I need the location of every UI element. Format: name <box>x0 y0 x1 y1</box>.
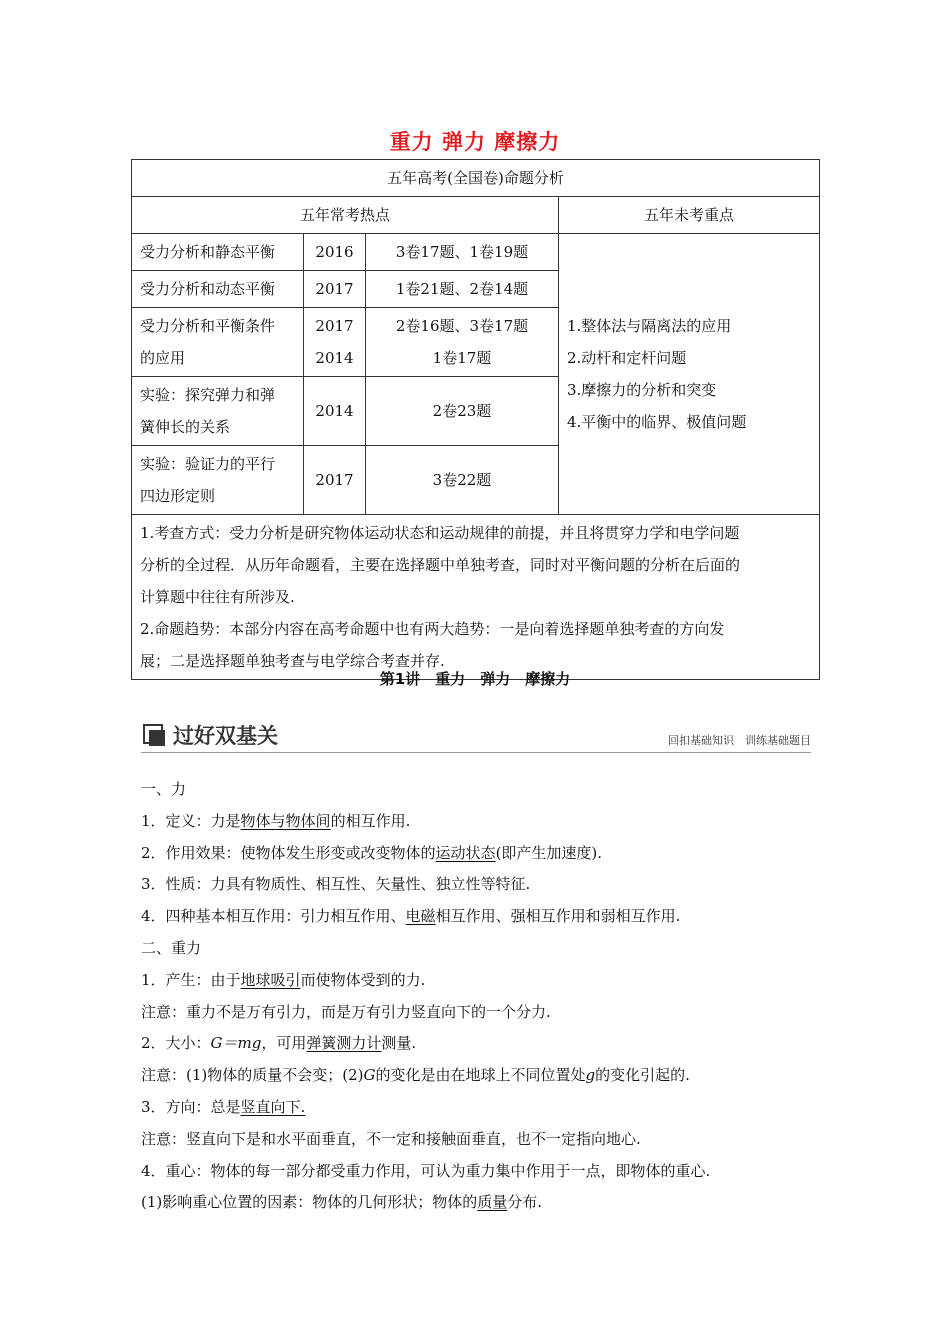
paragraph: (1)影响重心位置的因素：物体的几何形状；物体的质量分布. <box>141 1193 543 1212</box>
table-row <box>132 234 820 271</box>
year-cell: 2017 <box>304 446 366 515</box>
summary-line: 计算题中往往有所涉及. <box>140 588 295 606</box>
topic-cell: 受力分析和动态平衡 <box>132 271 304 308</box>
not-tested-cell <box>559 234 820 515</box>
topic-cell <box>132 377 304 446</box>
page-title: 重力 弹力 摩擦力 <box>389 130 561 154</box>
paragraph: 2．大小：G＝mg，可用弹簧测力计测量. <box>141 1034 417 1053</box>
year-cell <box>304 308 366 377</box>
table-header: 五年高考(全国卷)命题分析 <box>132 160 820 197</box>
summary-line: 分析的全过程．从历年命题看，主要在选择题中单独考查，同时对平衡问题的分析在后面的 <box>140 556 741 574</box>
summary-line: 2.命题趋势：本部分内容在高考命题中也有两大趋势：一是向着选择题单独考查的方向发 <box>140 620 725 638</box>
summary-cell <box>132 515 820 680</box>
year-cell: 2016 <box>304 234 366 271</box>
column-header-not-tested: 五年未考重点 <box>559 197 820 234</box>
summary-line: 1.考查方式：受力分析是研究物体运动状态和运动规律的前提，并且将贯穿力学和电学问题 <box>140 524 740 542</box>
topic-line: 四边形定则 <box>140 487 216 505</box>
not-tested-item: 1.整体法与隔离法的应用 <box>567 317 732 335</box>
year-cell: 2017 <box>304 271 366 308</box>
not-tested-item: 4.平衡中的临界、极值问题 <box>567 413 747 431</box>
section-title: 过好双基关 <box>173 724 278 748</box>
square-icon <box>143 724 165 746</box>
topic-line: 受力分析和平衡条件 <box>140 317 276 335</box>
topic-line: 簧伸长的关系 <box>140 418 231 436</box>
paragraph: 注意：(1)物体的质量不会变；(2)G的变化是由在地球上不同位置处g的变化引起的. <box>141 1066 690 1085</box>
detail-line: 2卷16题、3卷17题 <box>395 317 529 335</box>
topic-cell <box>132 308 304 377</box>
paragraph: 1．产生：由于地球吸引而使物体受到的力. <box>141 970 426 989</box>
topic-line: 实验：探究弹力和弹 <box>140 386 276 404</box>
paragraph: 3．方向：总是竖直向下. <box>141 1097 306 1116</box>
paragraph: 注意：竖直向下是和水平面垂直，不一定和接触面垂直，也不一定指向地心. <box>141 1129 641 1148</box>
not-tested-item: 2.动杆和定杆问题 <box>567 349 687 367</box>
column-header-hot: 五年常考热点 <box>132 197 559 234</box>
heading-gravity: 二、重力 <box>141 938 202 957</box>
content-body <box>141 774 821 1219</box>
lesson-title: 第1讲 重力 弹力 摩擦力 <box>379 670 571 688</box>
topic-cell <box>132 446 304 515</box>
summary-line: 展；二是选择题单独考查与电学综合考查并存. <box>140 652 445 670</box>
paragraph: 1．定义：力是物体与物体间的相互作用. <box>141 811 411 830</box>
year-line: 2014 <box>315 349 354 367</box>
not-tested-item: 3.摩擦力的分析和突变 <box>567 381 717 399</box>
section-subtitle: 回扣基础知识 训练基础题目 <box>668 734 811 747</box>
topic-line: 的应用 <box>140 349 186 367</box>
detail-cell: 1卷21题、2卷14题 <box>366 271 559 308</box>
year-line: 2017 <box>315 317 354 335</box>
detail-cell: 2卷23题 <box>366 377 559 446</box>
section-header <box>141 718 811 753</box>
exam-analysis-table <box>131 159 820 680</box>
topic-cell: 受力分析和静态平衡 <box>132 234 304 271</box>
detail-line: 1卷17题 <box>432 349 492 367</box>
paragraph: 注意：重力不是万有引力，而是万有引力竖直向下的一个分力. <box>141 1002 551 1021</box>
detail-cell: 3卷17题、1卷19题 <box>366 234 559 271</box>
paragraph: 4．重心：物体的每一部分都受重力作用，可认为重力集中作用于一点，即物体的重心. <box>141 1161 711 1180</box>
detail-cell: 3卷22题 <box>366 446 559 515</box>
paragraph: 4．四种基本相互作用：引力相互作用、电磁相互作用、强相互作用和弱相互作用. <box>141 907 681 926</box>
detail-cell <box>366 308 559 377</box>
paragraph: 2．作用效果：使物体发生形变或改变物体的运动状态(即产生加速度). <box>141 843 603 862</box>
paragraph: 3．性质：力具有物质性、相互性、矢量性、独立性等特征. <box>141 875 531 894</box>
heading-force: 一、力 <box>141 780 187 798</box>
year-cell: 2014 <box>304 377 366 446</box>
topic-line: 实验：验证力的平行 <box>140 455 276 473</box>
